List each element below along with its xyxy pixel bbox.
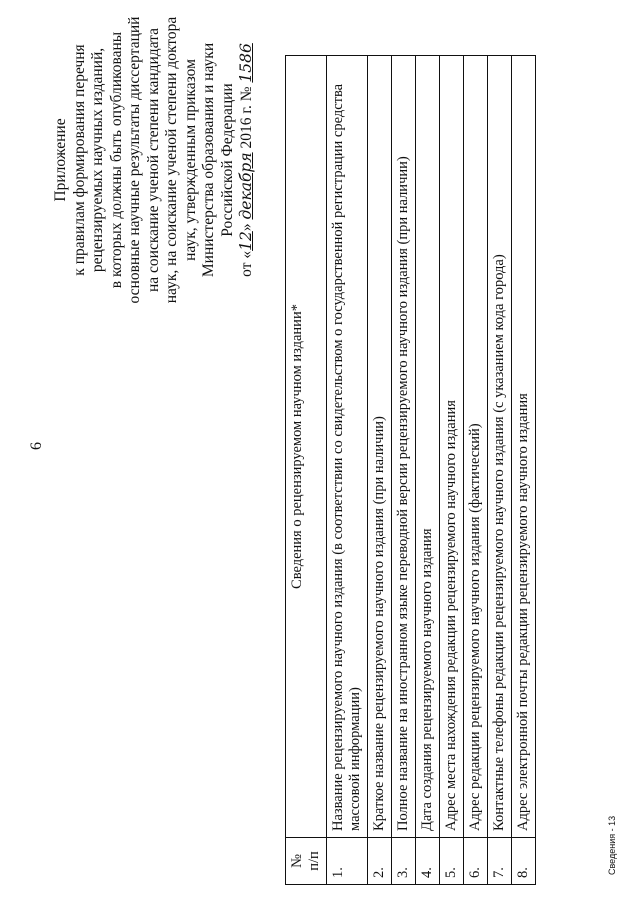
row-text: Полное название на иностранном языке переводной версии рецензируемого научного издания (при наличии) [392,56,416,838]
row-text: Адрес электронной почты редакции рецензируемого научного издания [512,56,536,838]
appendix-block [52,0,257,320]
appendix-line: в которых должны быть опубликованы [107,31,125,289]
appendix-line: рецензируемых научных изданий, [89,47,106,273]
order-prefix: от « [238,250,255,277]
appendix-line: наук, утвержденным приказом [181,59,199,261]
row-number: 2. [368,838,392,885]
row-number: 1. [327,838,368,885]
table-row [440,56,464,885]
order-month-handwritten: декабря [237,152,255,220]
table-header-row [286,56,327,885]
order-year: 2016 г. № [238,86,255,149]
row-text: Дата создания рецензируемого научного издания [416,56,440,838]
order-number-handwritten: 1586 [237,43,255,83]
appendix-line: наук, на соискание ученой степени доктора [163,16,180,304]
appendix-line: Министерства образования и науки [200,42,217,278]
row-text: Название рецензируемого научного издания (в соответствии со свидетельством о государственной регистрации средства массовой информации) [327,56,368,838]
journal-info-table-wrap [285,55,536,885]
row-number: 6. [464,838,488,885]
row-number: 3. [392,838,416,885]
appendix-line: к правилам формирования перечня [70,44,88,276]
appendix-line: Российской Федерации [218,83,236,237]
header-title: Сведения о рецензируемом научном издании* [286,56,327,838]
row-number: 5. [440,838,464,885]
row-text: Адрес редакции рецензируемого научного издания (фактический) [464,56,488,838]
page-number: 6 [28,442,45,450]
appendix-line: на соискание ученой степени кандидата [144,27,162,293]
table-row [416,56,440,885]
table-row [512,56,536,885]
order-mid: » [238,223,255,232]
journal-info-table [285,55,536,885]
row-number: 7. [488,838,512,885]
table-row [488,56,512,885]
order-line [237,0,257,320]
row-text: Контактные телефоны редакции рецензируемого научного издания (с указанием кода города) [488,56,512,838]
footer-note: Сведения - 13 [607,815,617,875]
table-row [368,56,392,885]
appendix-line: основные научные результаты диссертаций [126,16,143,304]
header-num: № п/п [286,838,327,885]
row-number: 4. [416,838,440,885]
appendix-title: Приложение [52,118,69,202]
row-text: Адрес места нахождения редакции рецензируемого научного издания [440,56,464,838]
row-number: 8. [512,838,536,885]
table-row [327,56,368,885]
table-row [464,56,488,885]
table-row [392,56,416,885]
row-text: Краткое название рецензируемого научного издания (при наличии) [368,56,392,838]
order-day-handwritten: 12 [237,231,255,251]
